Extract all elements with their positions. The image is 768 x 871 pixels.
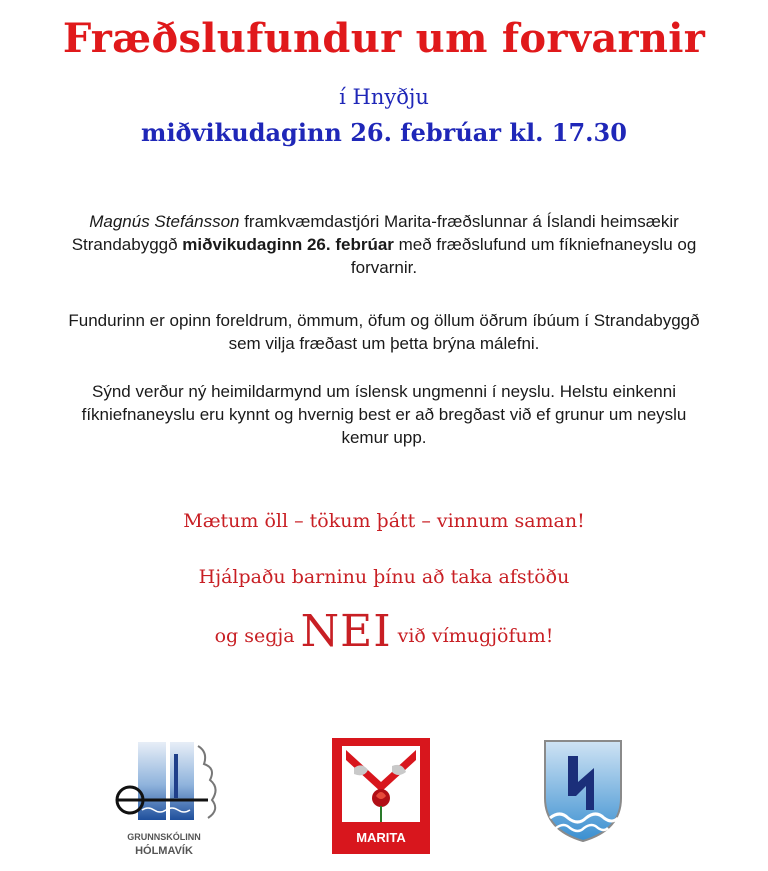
slogan-say-no-before: og segja xyxy=(214,625,295,647)
documentary-paragraph: Sýnd verður ný heimildarmynd um íslensk ungmenni í neyslu. Helstu einkenni fíkniefnaneyslu eru kynnt og hvernig best er að bregðast við ef grunur um neyslu kemur upp. xyxy=(81,382,687,447)
slogan-say-no-after: við vímugjöfum! xyxy=(397,625,554,647)
slogan-no-word: NEI xyxy=(300,606,392,657)
slogan-help-child: Hjálpaðu barninu þínu að taka afstöðu xyxy=(198,566,570,588)
marita-logo-label: MARITA xyxy=(356,830,406,845)
page-title: Fræðslufundur um forvarnir xyxy=(62,15,706,62)
intro-text-a: framkvæmdastjóri Marita-fræðslunnar á Íslandi heimsækir Strandabyggð xyxy=(71,212,679,254)
event-datetime: miðvikudaginn 26. febrúar kl. 17.30 xyxy=(141,118,627,147)
school-logo-figure xyxy=(198,746,216,818)
slogan-together: Mætum öll – tökum þátt – vinnum saman! xyxy=(183,510,585,532)
school-logo xyxy=(112,740,230,862)
audience-paragraph: Fundurinn er opinn foreldrum, ömmum, öfum og öllum öðrum íbúum í Strandabyggð sem vilja fræðast um þetta brýna málefni. xyxy=(68,311,700,353)
intro-date: miðvikudaginn 26. febrúar xyxy=(182,235,394,254)
event-location: í Hnyðju xyxy=(339,85,429,109)
marita-logo xyxy=(332,738,430,854)
speaker-name: Magnús Stefánsson xyxy=(89,212,240,231)
crest-shield xyxy=(545,741,621,841)
school-logo-line1: GRUNNSKÓLINN xyxy=(127,832,201,842)
strandabyggd-crest xyxy=(542,738,624,844)
intro-text-b: með fræðslufund um fíkniefnaneyslu og forvarnir. xyxy=(350,235,697,277)
school-logo-line2: HÓLMAVÍK xyxy=(135,845,193,857)
intro-paragraph xyxy=(60,210,708,279)
slogan-say-no xyxy=(0,604,768,664)
school-logo-stripe xyxy=(174,754,178,798)
